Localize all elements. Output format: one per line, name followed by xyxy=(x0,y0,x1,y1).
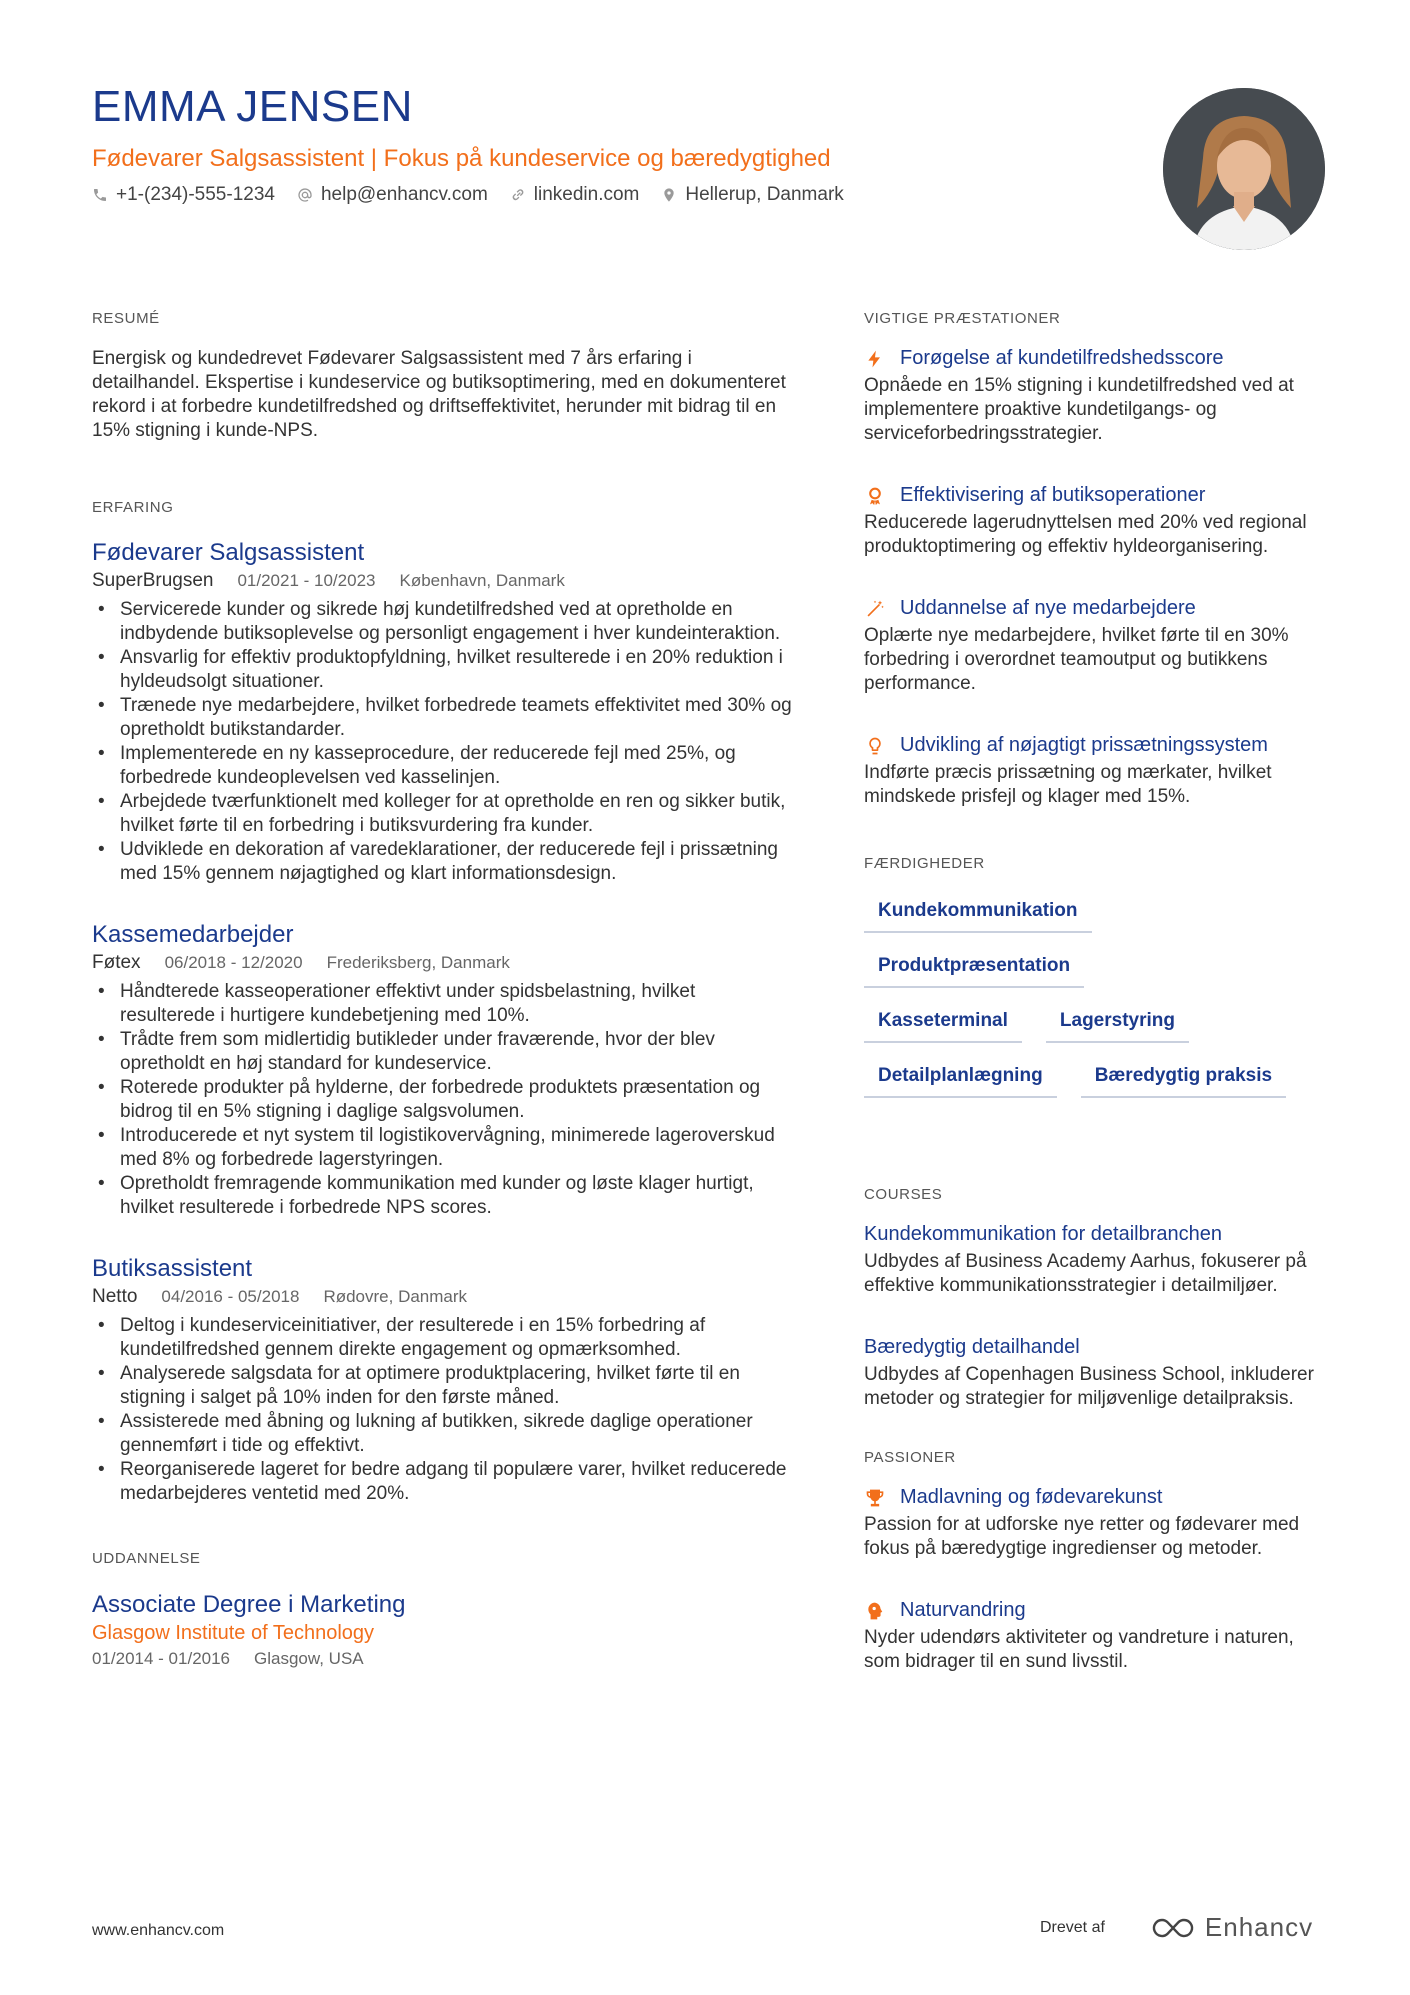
summary-title: RESUMÉ xyxy=(92,310,160,327)
passion-item xyxy=(864,1599,1326,1674)
brand-name: Enhancv xyxy=(1204,1912,1314,1942)
lightbulb-icon xyxy=(864,735,886,757)
course-title: Kundekommunikation for detailbranchen xyxy=(864,1223,1222,1245)
achievement-text: Reducerede lagerudnyttelsen med 20% ved regional produktoptimering og effektiv hyldeorganisering. xyxy=(864,512,1307,557)
education-title: UDDANNELSE xyxy=(92,1550,201,1567)
passion-title: Naturvandring xyxy=(900,1599,1026,1621)
education-dates: 01/2014 - 01/2016 xyxy=(92,1649,231,1669)
contact-linkedin-text: linkedin.com xyxy=(533,183,640,205)
lightning-icon xyxy=(864,348,886,370)
passion-header xyxy=(864,1486,1326,1509)
award-ribbon-icon xyxy=(864,485,886,507)
candidate-name: EMMA JENSEN xyxy=(92,82,413,131)
footer-website[interactable]: www.enhancv.com xyxy=(92,1922,225,1939)
job-title: Fødevarer Salgsassistent xyxy=(92,539,365,566)
job-entry xyxy=(92,1254,792,1506)
job-bullet: • Trænede nye medarbejdere, hvilket forbedrede teamets effektivitet med 30% og opretholdt butikstandarder. xyxy=(92,694,792,742)
job-company: Føtex xyxy=(92,952,141,973)
powered-by-label: Drevet af xyxy=(1040,1918,1105,1936)
course-text: Udbydes af Copenhagen Business School, inkluderer metoder og strategier for miljøvenlige detailpraksis. xyxy=(864,1364,1314,1409)
job-bullet: • Introducerede et nyt system til logistikovervågning, minimerede lageroverskud med 8% og forbedrede lagerstyringen. xyxy=(92,1124,792,1172)
skill-tag: Detailplanlægning xyxy=(864,1061,1057,1098)
achievement-text: Opnåede en 15% stigning i kundetilfredshed ved at implementere proaktive kundetilgangs- og serviceforbedringsstrategier. xyxy=(864,375,1294,444)
phone-icon xyxy=(92,187,108,203)
job-bullet: • Implementerede en ny kasseprocedure, der reducerede fejl med 25%, og forbedrede kundeoplevelsen ved kasselinjen. xyxy=(92,742,792,790)
skills-section xyxy=(864,855,1326,1098)
summary-text: Energisk og kundedrevet Fødevarer Salgsassistent med 7 års erfaring i detailhandel. Ekspertise i kundeservice og butiksoptimering, med en dokumenteret rekord i at forbedre kundetilfredshed og driftseffektivitet, herunder mit bidrag til en 15% stigning i kunde-NPS. xyxy=(92,348,786,441)
job-bullet: • Opretholdt fremragende kommunikation med kunder og løste klager hurtigt, hvilket resulterede i forbedrede NPS scores. xyxy=(92,1172,792,1220)
job-bullets xyxy=(92,1314,792,1506)
courses-title: COURSES xyxy=(864,1186,943,1203)
job-company: SuperBrugsen xyxy=(92,570,214,591)
achievements-title: VIGTIGE PRÆSTATIONER xyxy=(864,310,1061,327)
job-bullet: • Deltog i kundeserviceinitiativer, der resulterede i en 15% forbedring af kundetilfredshed gennem direkte engagement og opmærksomhed. xyxy=(92,1314,792,1362)
job-bullet: • Roterede produkter på hylderne, der forbedrede produktets præsentation og bidrog til en 5% stigning i daglige salgsvolumen. xyxy=(92,1076,792,1124)
job-company: Netto xyxy=(92,1286,138,1307)
course-item xyxy=(864,1336,1326,1411)
course-text: Udbydes af Business Academy Aarhus, fokuserer på effektive kommunikationsstrategier i detailmiljøer. xyxy=(864,1251,1307,1296)
experience-section xyxy=(92,499,792,1506)
job-dates: 01/2021 - 10/2023 xyxy=(237,571,376,590)
achievement-item xyxy=(864,597,1326,696)
education-section xyxy=(92,1550,792,1669)
profile-photo xyxy=(1163,88,1325,250)
achievement-title: Forøgelse af kundetilfredshedsscore xyxy=(900,347,1224,369)
course-title: Bæredygtig detailhandel xyxy=(864,1336,1080,1358)
skill-tag: Lagerstyring xyxy=(1046,1006,1189,1043)
skill-tag: Produktpræsentation xyxy=(864,951,1084,988)
trophy-icon xyxy=(864,1487,886,1509)
job-bullet: • Arbejdede tværfunktionelt med kolleger for at opretholde en ren og sikker butik, hvilket førte til en forbedring i butiksvurdering fra kunder. xyxy=(92,790,792,838)
infinity-logo-icon xyxy=(1151,1917,1195,1939)
job-title: Butiksassistent xyxy=(92,1255,253,1282)
summary-section xyxy=(92,310,792,443)
profile-photo-illustration xyxy=(1163,88,1325,250)
left-column xyxy=(92,310,792,1725)
skill-tag: Bæredygtig praksis xyxy=(1081,1061,1286,1098)
job-bullets xyxy=(92,980,792,1220)
job-title: Kassemedarbejder xyxy=(92,921,294,948)
contact-email[interactable] xyxy=(297,184,488,206)
passion-header xyxy=(864,1599,1326,1622)
link-icon xyxy=(510,187,526,203)
job-meta xyxy=(92,570,792,592)
job-entry xyxy=(92,538,792,886)
job-meta xyxy=(92,952,792,974)
passions-title: PASSIONER xyxy=(864,1449,956,1466)
contact-phone-text: +1-(234)-555-1234 xyxy=(116,183,275,205)
passions-section xyxy=(864,1449,1326,1674)
resume-header xyxy=(92,82,1132,206)
courses-section xyxy=(864,1186,1326,1411)
skills-title: FÆRDIGHEDER xyxy=(864,855,985,872)
contact-location xyxy=(661,184,843,206)
education-school: Glasgow Institute of Technology xyxy=(92,1622,375,1645)
job-entry xyxy=(92,920,792,1220)
experience-title: ERFARING xyxy=(92,499,174,516)
contact-location-text: Hellerup, Danmark xyxy=(685,183,844,205)
achievement-header xyxy=(864,734,1326,757)
education-degree: Associate Degree i Marketing xyxy=(92,1591,406,1618)
achievement-item xyxy=(864,734,1326,809)
job-bullet: • Håndterede kasseoperationer effektivt under spidsbelastning, hvilket resulterede i hurtigere kundebetjening med 10%. xyxy=(92,980,792,1028)
skill-tag: Kundekommunikation xyxy=(864,896,1092,933)
job-bullet: • Servicerede kunder og sikrede høj kundetilfredshed ved at opretholde en indbydende butiksoplevelse og personligt engagement i hver kundeinteraktion. xyxy=(92,598,792,646)
contact-row xyxy=(92,184,1132,206)
job-bullet: • Trådte frem som midlertidig butikleder under fraværende, hvor der blev opretholdt en høj standard for kundeservice. xyxy=(92,1028,792,1076)
job-bullet: • Analyserede salgsdata for at optimere produktplacering, hvilket førte til en stigning i salget på 10% inden for den første måned. xyxy=(92,1362,792,1410)
skill-tag: Kasseterminal xyxy=(864,1006,1022,1043)
footer-branding xyxy=(1040,1912,1313,1943)
achievement-header xyxy=(864,347,1326,370)
passion-item xyxy=(864,1486,1326,1561)
achievement-header xyxy=(864,597,1326,620)
achievements-section xyxy=(864,310,1326,809)
brand-logo[interactable] xyxy=(1151,1912,1313,1943)
skills-list xyxy=(864,896,1304,1098)
education-meta xyxy=(92,1649,792,1669)
passion-title: Madlavning og fødevarekunst xyxy=(900,1486,1163,1508)
achievement-header xyxy=(864,484,1326,507)
passion-text: Passion for at udforske nye retter og fødevarer med fokus på bæredygtige ingredienser og metoder. xyxy=(864,1514,1300,1559)
job-dates: 04/2016 - 05/2018 xyxy=(161,1287,300,1306)
right-column xyxy=(864,310,1326,1730)
course-item xyxy=(864,1223,1326,1298)
contact-phone[interactable] xyxy=(92,184,275,206)
contact-email-text: help@enhancv.com xyxy=(320,183,488,205)
job-bullets xyxy=(92,598,792,886)
job-bullet: • Ansvarlig for effektiv produktopfyldning, hvilket resulterede i en 20% reduktion i hyldeudsolgt situationer. xyxy=(92,646,792,694)
magic-wand-icon xyxy=(864,598,886,620)
job-location: Frederiksberg, Danmark xyxy=(326,953,510,972)
job-bullet: • Udviklede en dekoration af varedeklarationer, der reducerede fejl i prissætning med 15% gennem nøjagtighed og klart informationsdesign. xyxy=(92,838,792,886)
job-dates: 06/2018 - 12/2020 xyxy=(164,953,303,972)
job-location: København, Danmark xyxy=(399,571,565,590)
at-icon xyxy=(297,187,313,203)
achievement-title: Udvikling af nøjagtigt prissætningssystem xyxy=(900,734,1268,756)
achievement-text: Indførte præcis prissætning og mærkater, hvilket mindskede prisfejl og klager med 15%. xyxy=(864,762,1272,807)
achievement-text: Oplærte nye medarbejdere, hvilket førte til en 30% forbedring i overordnet teamoutput og butikkens performance. xyxy=(864,625,1289,694)
education-location: Glasgow, USA xyxy=(254,1649,364,1669)
candidate-headline: Fødevarer Salgsassistent | Fokus på kundeservice og bæredygtighed xyxy=(92,144,831,172)
job-bullet: • Reorganiserede lageret for bedre adgang til populære varer, hvilket reducerede medarbejderes ventetid med 20%. xyxy=(92,1458,792,1506)
contact-linkedin[interactable] xyxy=(510,184,640,206)
head-profile-icon xyxy=(864,1600,886,1622)
job-bullet: • Assisterede med åbning og lukning af butikken, sikrede daglige operationer gennemført i tide og effektivt. xyxy=(92,1410,792,1458)
achievement-title: Effektivisering af butiksoperationer xyxy=(900,484,1206,506)
achievement-title: Uddannelse af nye medarbejdere xyxy=(900,597,1196,619)
passion-text: Nyder udendørs aktiviteter og vandreture i naturen, som bidrager til en sund livsstil. xyxy=(864,1627,1294,1672)
achievement-item xyxy=(864,484,1326,559)
job-location: Rødovre, Danmark xyxy=(323,1287,468,1306)
achievement-item xyxy=(864,347,1326,446)
job-meta xyxy=(92,1286,792,1308)
location-pin-icon xyxy=(661,187,677,203)
